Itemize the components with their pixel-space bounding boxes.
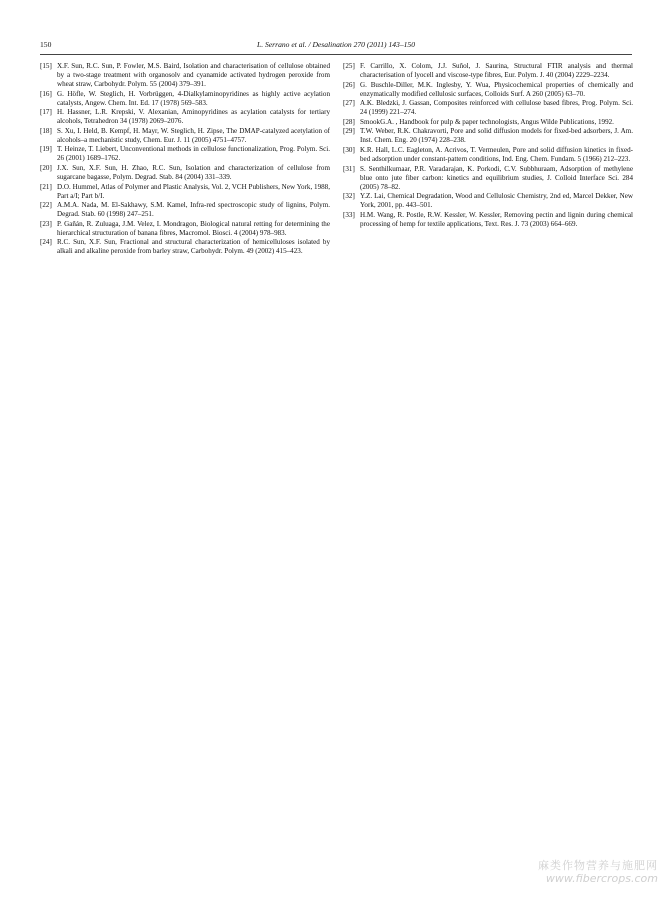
- reference-number: [30]: [343, 145, 355, 154]
- reference-text: K.R. Hall, L.C. Eagleton, A. Acrivos, T. Vermeulen, Pore and solid diffusion kinetics in fixed-bed adsorption under constant-pattern conditions, Ind. Eng. Chem. Fundam. 5 (1966) 212–223.: [360, 145, 633, 163]
- reference-entry: [343, 127, 633, 145]
- references-right-column: [343, 62, 633, 229]
- reference-entry: [343, 62, 633, 80]
- reference-entry: [40, 201, 330, 219]
- reference-entry: [40, 127, 330, 145]
- running-title: L. Serrano et al. / Desalination 270 (2011) 143–150: [256, 40, 416, 49]
- reference-number: [27]: [343, 99, 355, 108]
- watermark-url: www.fibercrops.com: [545, 872, 658, 885]
- reference-entry: [343, 99, 633, 117]
- reference-entry: [40, 62, 330, 89]
- reference-number: [20]: [40, 163, 52, 172]
- reference-number: [28]: [343, 117, 355, 126]
- reference-text: D.O. Hummel, Atlas of Polymer and Plastic Analysis, Vol. 2, VCH Publishers, New York, 1988, Part a/I; Part b/I.: [57, 182, 330, 200]
- reference-text: H. Hassner, L.R. Krepski, V. Alexanian, Aminopyridines as acylation catalysts for tertiary alcohols, Tetrahedron 34 (1978) 2069–2076.: [57, 108, 330, 126]
- reference-entry: [40, 220, 330, 238]
- reference-entry: [40, 108, 330, 126]
- reference-entry: [343, 211, 633, 229]
- reference-number: [24]: [40, 238, 52, 247]
- reference-text: X.F. Sun, R.C. Sun, P. Fowler, M.S. Baird, Isolation and characterisation of cellulose obtained by a two-stage treatment with organosolv and cyanamide activated hydrogen peroxide from wheat straw, Carbohydr. Polym. 55 (2004) 379–391.: [57, 62, 330, 88]
- reference-text: T. Heinze, T. Liebert, Unconventional methods in cellulose functionalization, Prog. Polym. Sci. 26 (2001) 1689–1762.: [57, 145, 330, 163]
- reference-number: [26]: [343, 80, 355, 89]
- reference-number: [29]: [343, 127, 355, 136]
- page-header: [40, 40, 632, 52]
- watermark: [538, 859, 658, 885]
- reference-entry: [40, 90, 330, 108]
- reference-entry: [40, 238, 330, 256]
- reference-number: [22]: [40, 201, 52, 210]
- reference-text: P. Gañán, R. Zuluaga, J.M. Velez, I. Mondragon, Biological natural retting for determining the hierarchical structuration of banana fibres, Macromol. Biosci. 4 (2004) 978–983.: [57, 219, 330, 237]
- reference-text: T.W. Weber, R.K. Chakravorti, Pore and solid diffusion models for fixed-bed adsorbers, J. Am. Inst. Chem. Eng. 20 (1974) 228–238.: [360, 127, 633, 145]
- reference-number: [32]: [343, 192, 355, 201]
- reference-entry: [40, 183, 330, 201]
- reference-text: A.K. Bledzki, J. Gassan, Composites reinforced with cellulose based fibres, Prog. Polym. Sci. 24 (1999) 221–274.: [360, 99, 633, 117]
- reference-text: F. Carrillo, X. Colom, J.J. Suñol, J. Saurina, Structural FTIR analysis and thermal characterisation of lyocell and viscose-type fibres, Eur. Polym. J. 40 (2004) 2229–2234.: [360, 62, 633, 79]
- reference-text: S. Senthilkumaar, P.R. Varadarajan, K. Porkodi, C.V. Subbhuraam, Adsorption of methylene blue onto jute fiber carbon: kinetics and equilibrium studies, J. Colloid Interface Sci. 284 (2005) 78–82.: [360, 164, 633, 191]
- reference-text: R.C. Sun, X.F. Sun, Fractional and structural characterization of hemicelluloses isolated by alkali and alkaline peroxide from barley straw, Carbohydr. Polym. 49 (2002) 415–423.: [57, 238, 330, 256]
- header-rule: [40, 54, 632, 55]
- reference-entry: [40, 145, 330, 163]
- reference-text: G. Buschle-Diller, M.K. Inglesby, Y. Wua, Physicochemical properties of chemically and enzymatically modified cellulosic surfaces, Colloids Surf. A 260 (2005) 63–70.: [360, 80, 633, 98]
- reference-entry: [343, 81, 633, 99]
- reference-number: [18]: [40, 126, 52, 135]
- reference-number: [21]: [40, 182, 52, 191]
- reference-text: A.M.A. Nada, M. El-Sakhawy, S.M. Kamel, Infra-red spectroscopic study of lignins, Polym. Degrad. Stab. 60 (1998) 247–251.: [57, 201, 330, 219]
- watermark-chinese: 麻类作物营养与施肥网: [538, 859, 658, 872]
- reference-text: Y.Z. Lai, Chemical Degradation, Wood and Cellulosic Chemistry, 2nd ed, Marcel Dekker, New York, 2001, pp. 443–501.: [360, 192, 633, 210]
- reference-entry: [343, 165, 633, 192]
- reference-text: SmookG.A. , Handbook for pulp & paper technologists, Angus Wilde Publications, 1992.: [360, 117, 614, 126]
- reference-number: [25]: [343, 62, 355, 70]
- reference-number: [16]: [40, 89, 52, 98]
- reference-text: J.X. Sun, X.F. Sun, H. Zhao, R.C. Sun, Isolation and characterization of cellulose from sugarcane bagasse, Polym. Degrad. Stab. 84 (2004) 331–339.: [57, 163, 330, 181]
- reference-text: S. Xu, I. Held, B. Kempf, H. Mayr, W. Steglich, H. Zipse, The DMAP-catalyzed acetylation of alcohols–a mechanistic study, Chem. Eur. J. 11 (2005) 4751–4757.: [57, 126, 330, 144]
- reference-number: [31]: [343, 164, 355, 173]
- reference-text: G. Höfle, W. Steglich, H. Vorbrüggen, 4-Dialkylaminopyridines as highly active acylation catalysts, Angew. Chem. Int. Ed. 17 (1978) 569–583.: [57, 89, 330, 107]
- reference-number: [15]: [40, 62, 52, 70]
- reference-entry: [40, 164, 330, 182]
- reference-number: [19]: [40, 145, 52, 154]
- reference-entry: [343, 118, 633, 127]
- reference-number: [23]: [40, 219, 52, 228]
- reference-text: H.M. Wang, R. Postle, R.W. Kessler, W. Kessler, Removing pectin and lignin during chemical processing of hemp for textile applications, Text. Res. J. 73 (2003) 664–669.: [360, 210, 633, 228]
- reference-number: [33]: [343, 210, 355, 219]
- reference-entry: [343, 192, 633, 210]
- references-left-column: [40, 62, 330, 257]
- reference-entry: [343, 146, 633, 164]
- page-number: 150: [40, 40, 52, 49]
- reference-number: [17]: [40, 108, 52, 117]
